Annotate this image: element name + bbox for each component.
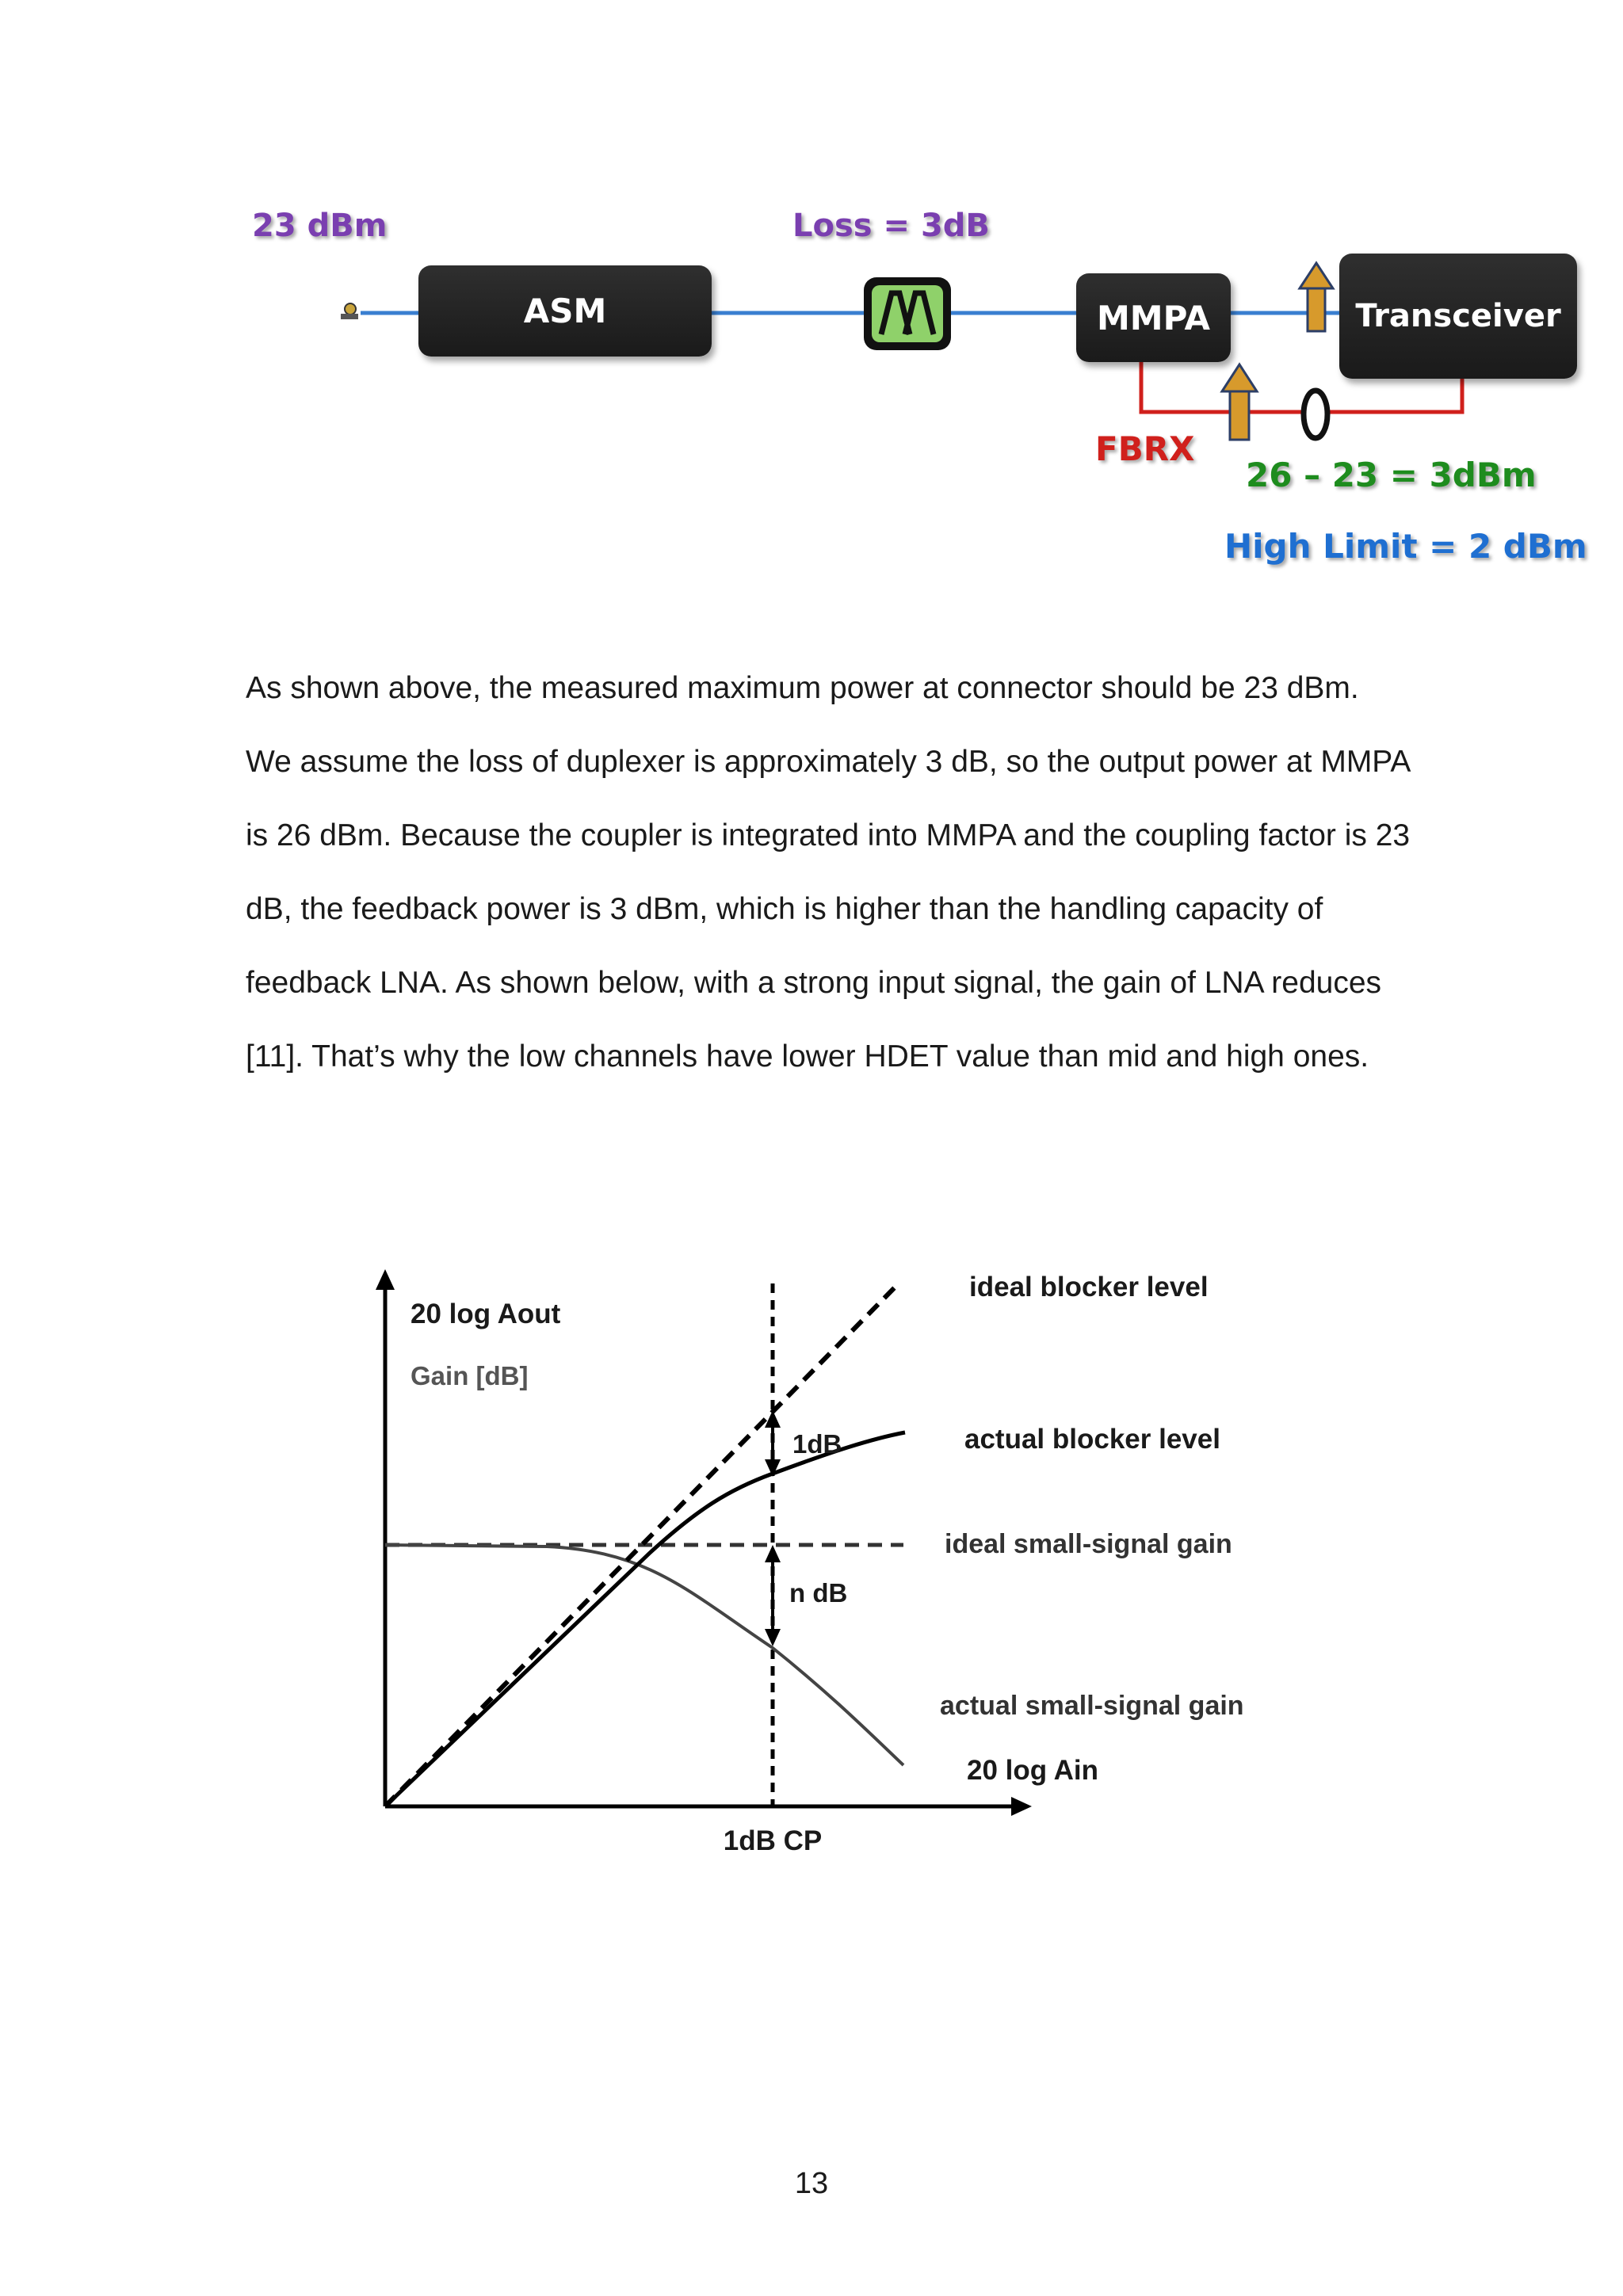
page-number: 13	[794, 2167, 829, 2200]
series-actual-blocker-level	[385, 1432, 905, 1806]
one-db-arrow-icon	[765, 1410, 781, 1477]
rf-block-diagram	[238, 198, 1601, 594]
high-limit-label: High Limit = 2 dBm	[1224, 527, 1587, 566]
x-axis-label-ain: 20 log Ain	[967, 1755, 1098, 1786]
loss-label: Loss = 3dB	[792, 208, 990, 244]
connector-power-label: 23 dBm	[252, 208, 388, 244]
coupler-loop-icon	[1304, 391, 1327, 438]
y-axis-label-aout: 20 log Aout	[411, 1299, 561, 1329]
y-axis-arrow-icon	[376, 1269, 395, 1290]
duplexer-filter-icon	[864, 277, 951, 350]
tx-arrow-icon	[1300, 263, 1333, 331]
mmpa-block: MMPA	[1076, 273, 1231, 362]
feedback-arrow-icon	[1222, 364, 1257, 440]
gain-compression-chart	[349, 1252, 1300, 1870]
n-db-arrow-icon	[765, 1545, 781, 1646]
y-axis-label-gain: Gain [dB]	[411, 1361, 529, 1390]
x-marker-label-cp: 1dB CP	[723, 1825, 823, 1856]
fbrx-label: FBRX	[1095, 429, 1195, 468]
legend-ideal-small-signal-gain: ideal small-signal gain	[945, 1529, 1232, 1559]
feedback-power-calc: 26 – 23 = 3dBm	[1246, 456, 1537, 494]
annotation-one-db: 1dB	[792, 1429, 842, 1459]
legend-ideal-blocker-level: ideal blocker level	[969, 1272, 1209, 1302]
asm-block: ASM	[418, 265, 712, 357]
transceiver-block: Transceiver	[1339, 254, 1577, 379]
antenna-connector-icon	[341, 303, 358, 319]
x-axis-arrow-icon	[1011, 1797, 1032, 1816]
annotation-n-db: n dB	[789, 1578, 848, 1608]
legend-actual-small-signal-gain: actual small-signal gain	[940, 1691, 1244, 1721]
legend-actual-blocker-level: actual blocker level	[964, 1424, 1220, 1455]
body-paragraph: As shown above, the measured maximum power at connector should be 23 dBm. We assume the loss of duplexer is approximately 3 dB, so the output power at MMPA is 26 dBm. Because the coupler is integrated into MMPA and the coupling factor is 23 dB, the feedback power is 3 dBm, which is higher than the handling capacity of feedback LNA. As shown below, with a strong input signal, the gain of LNA reduces [11]. That’s why the low channels have lower HDET value than mid and high ones.	[246, 671, 1411, 1074]
